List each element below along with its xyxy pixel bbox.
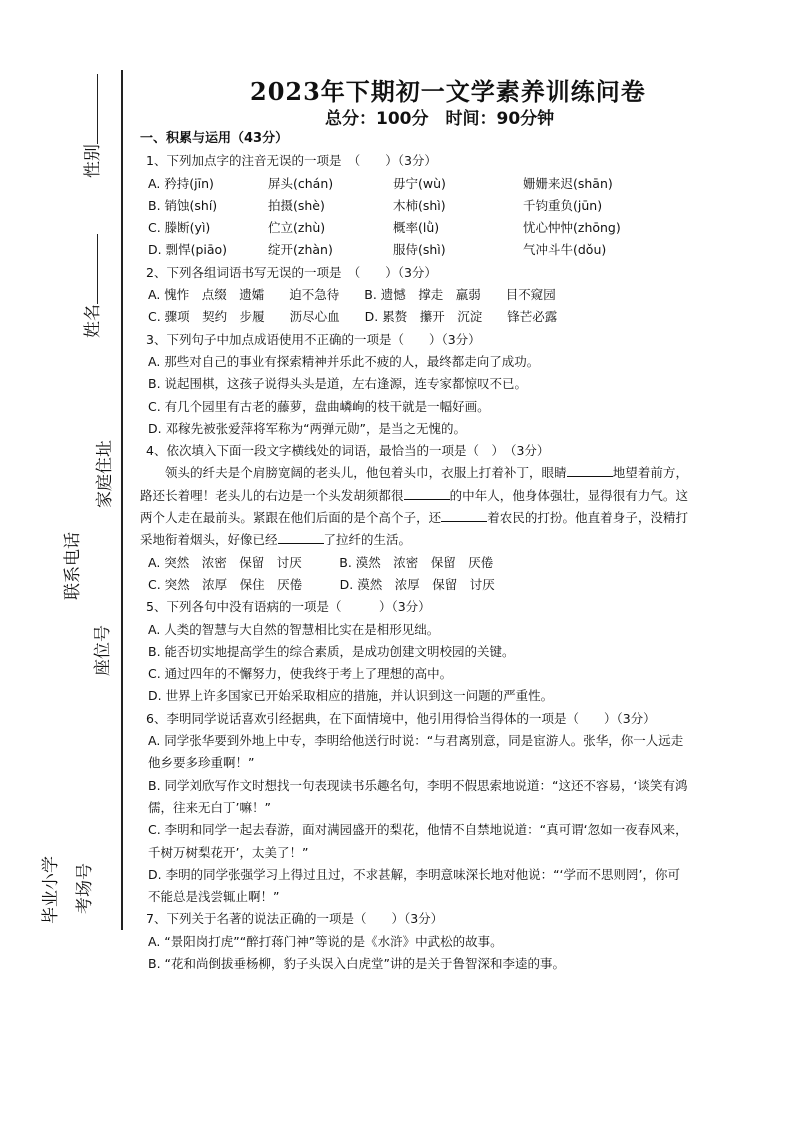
address-field: 家庭住址 xyxy=(95,440,115,508)
page-title: 2023年下期初一文学素养训练问卷 xyxy=(250,77,646,106)
fill-blank-4[interactable] xyxy=(278,531,324,544)
phone-field: 联系电话 xyxy=(63,532,83,600)
question-4-option: C. 突然 浓厚 保住 厌倦 D. 漠然 浓厚 保留 讨厌 xyxy=(148,576,495,592)
question-5-stem: 5、下列各句中没有语病的一项是（ ）（3分） xyxy=(146,599,431,615)
question-7-option: B. “花和尚倒拔垂杨柳，豹子头误入白虎堂”讲的是关于鲁智深和李逵的事。 xyxy=(148,955,565,971)
question-1-row: D. 剽悍(piāo) 绽开(zhàn) 服侍(shì) 气冲斗牛(dǒu) xyxy=(148,242,607,258)
question-5-option: D. 世界上许多国家已开始采取相应的措施，并认识到这一问题的严重性。 xyxy=(148,688,554,704)
question-1-row: B. 销蚀(shí) 拍摄(shè) 木柿(shì) 千钧重负(jūn) xyxy=(148,197,603,213)
primary-school-field: 毕业小学 xyxy=(41,856,61,924)
question-2-row: A. 愧怍 点缀 遗孀 迫不急待 B. 遗憾 撑走 羸弱 目不窥园 xyxy=(148,287,556,303)
question-6-option: A. 同学张华要到外地上中专，李明给他送行时说：“与君离别意，同是宦游人。张华，你一人远走他乡要多珍重啊！” xyxy=(148,733,684,771)
fill-blank-3[interactable] xyxy=(441,509,487,522)
page-subtitle: 总分：100分 时间：90分钟 xyxy=(325,109,555,129)
question-3-option: B. 说起围棋，这孩子说得头头是道，左右逢源，连专家都惊叹不已。 xyxy=(148,376,528,392)
exam-room-field: 考场号 xyxy=(75,863,95,914)
question-7-stem: 7、下列关于名著的说法正确的一项是（ ）（3分） xyxy=(146,911,444,927)
question-1-row: A. 矜持(jīn) 屏头(chán) 毋宁(wù) 姗姗来迟(shān) xyxy=(148,175,613,191)
question-5-option: B. 能否切实地提高学生的综合素质，是成功创建文明校园的关键。 xyxy=(148,643,515,659)
question-4-option: A. 突然 浓密 保留 讨厌 B. 漠然 浓密 保留 厌倦 xyxy=(148,554,494,570)
question-6-option: B. 同学刘欣写作文时想找一句表现读书乐趣名句，李明不假思索地说道：“这还不容易，‘谈笑有鸿儒，往来无白丁’嘛！” xyxy=(148,777,688,815)
question-4-passage: 领头的纤夫是个肩膀宽阔的老头儿，他包着头巾，衣服上打着补丁，眼睛 地望着前方，路还长着哩！老头儿的右边是一个头发胡须都很 的中年人，他身体强壮，显得很有力气。这两个人走在最前头。紧跟在他们后面的是个高个子，还 着农民的打扮。他直着身子，没精打采地衔着烟头，好像已经 了拉纤的生活。 xyxy=(140,465,688,548)
question-2-stem: 2、下列各组词语书写无误的一项是 （ ）（3分） xyxy=(146,264,437,280)
seat-field: 座位号 xyxy=(93,625,113,676)
question-body xyxy=(140,128,688,975)
name-field: 姓名 xyxy=(78,234,103,338)
fill-blank-2[interactable] xyxy=(404,487,450,500)
question-5-option: A. 人类的智慧与大自然的智慧相比实在是相形见绌。 xyxy=(148,621,440,637)
question-2-row: C. 骤项 契约 步履 沥尽心血 D. 累赘 攥开 沉淀 锋芒必露 xyxy=(148,309,558,325)
question-6-stem: 6、李明同学说话喜欢引经据典，在下面情境中，他引用得恰当得体的一项是（ ）（3分） xyxy=(146,710,656,726)
question-3-stem: 3、下列句子中加点成语使用不正确的一项是（ ）（3分） xyxy=(146,331,481,347)
binding-line xyxy=(121,70,123,930)
gender-field: 性别 xyxy=(78,74,103,178)
name-blank[interactable] xyxy=(97,234,98,304)
question-6-option: C. 李明和同学一起去春游，面对满园盛开的梨花，他情不自禁地说道：“真可谓‘忽如一夜春风来，千树万树梨花开’，太美了！” xyxy=(148,822,688,860)
section-heading: 一、积累与运用（43分） xyxy=(140,131,289,146)
fill-blank-1[interactable] xyxy=(567,464,613,477)
gender-blank[interactable] xyxy=(97,74,98,144)
question-3-option: D. 邓稼先被张爱萍将军称为“两弹元勋”，是当之无愧的。 xyxy=(148,420,467,436)
question-6-option: D. 李明的同学张强学习上得过且过，不求甚解，李明意味深长地对他说：“‘学而不思则罔’，你可不能总是浅尝辄止啊！” xyxy=(148,866,680,905)
binding-strip xyxy=(0,0,130,1122)
question-3-option: A. 那些对自己的事业有探索精神并乐此不疲的人，最终都走向了成功。 xyxy=(148,353,540,369)
question-4-stem: 4、依次填入下面一段文字横线处的词语，最恰当的一项是（ ） （3分） xyxy=(146,443,550,459)
question-7-option: A. “景阳岗打虎”“醉打蒋门神”等说的是《水浒》中武松的故事。 xyxy=(148,933,503,949)
question-1-row: C. 滕断(yì) 伫立(zhù) 概率(lǜ) 忧心忡忡(zhōng) xyxy=(148,220,621,236)
question-5-option: C. 通过四年的不懈努力，使我终于考上了理想的高中。 xyxy=(148,666,453,682)
question-1-stem: 1、下列加点字的注音无误的一项是 （ ）（3分） xyxy=(146,153,437,169)
question-3-option: C. 有几个园里有古老的藤萝，盘曲嶙峋的枝干就是一幅好画。 xyxy=(148,398,490,414)
